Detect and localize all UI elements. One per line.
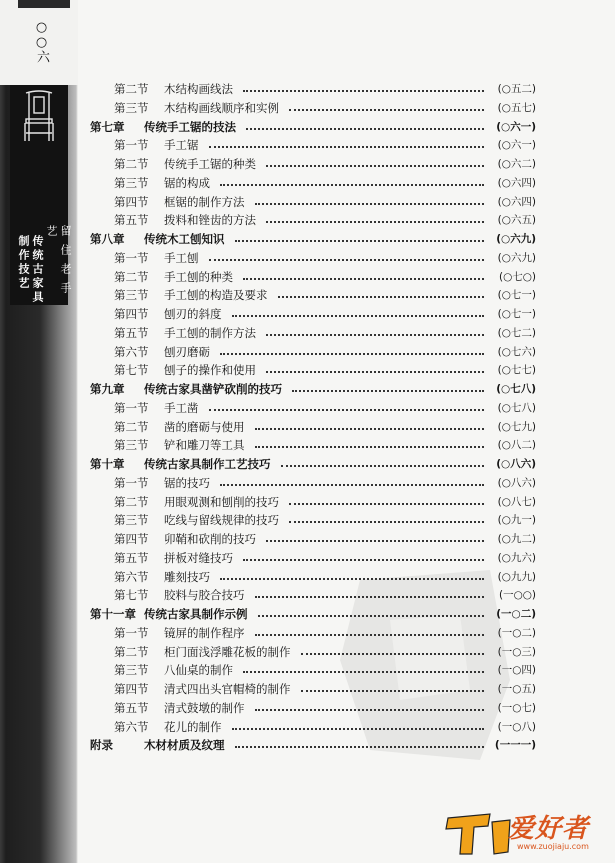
toc-title: 传统手工锯的技法 — [144, 119, 236, 134]
toc-leader-dots — [243, 670, 484, 673]
toc-title: 胶料与胶合技巧 — [164, 588, 245, 603]
toc-section-row — [90, 305, 536, 323]
toc-number: 第五节 — [114, 550, 149, 565]
toc-leader-dots — [266, 164, 484, 167]
toc-number: 第七节 — [114, 363, 149, 378]
toc-title: 手工锯 — [164, 138, 199, 153]
toc-page: (一○五) — [497, 683, 536, 695]
toc-number: 第十一章 — [90, 607, 136, 621]
toc-chapter-row — [90, 605, 536, 623]
toc-section-row — [90, 436, 536, 454]
toc-number: 第二节 — [114, 269, 149, 284]
toc-section-row — [90, 155, 536, 173]
toc-leader-dots — [243, 558, 484, 561]
toc-leader-dots — [243, 89, 484, 92]
toc-page: (○五二) — [497, 83, 536, 95]
toc-title: 木结构画线法 — [164, 82, 233, 96]
toc-page: (○六一) — [496, 120, 536, 133]
toc-leader-dots — [209, 408, 484, 411]
toc-page: (○八六) — [497, 476, 536, 489]
toc-number: 第三节 — [114, 513, 149, 528]
toc-leader-dots — [232, 314, 484, 317]
toc-page: (○七○) — [498, 270, 536, 283]
toc-number: 第三节 — [114, 175, 149, 190]
toc-title: 锯的构成 — [164, 175, 210, 190]
toc-leader-dots — [281, 464, 484, 467]
toc-number: 附录 — [90, 738, 113, 753]
toc-number: 第二节 — [114, 644, 149, 659]
side-panel — [10, 85, 72, 305]
side-title: 传统古家具制作技艺 — [17, 235, 44, 305]
toc-leader-dots — [266, 370, 484, 373]
toc-section-row — [90, 343, 536, 361]
toc-page: (○六九) — [496, 233, 536, 245]
toc-title: 花儿的制作 — [164, 719, 222, 734]
toc-leader-dots — [266, 539, 484, 542]
toc-page: (○八七) — [497, 495, 536, 508]
toc-number: 第一节 — [114, 138, 149, 153]
toc-number: 第四节 — [114, 194, 149, 209]
toc-number: 第一节 — [114, 475, 149, 490]
toc-section-row — [90, 324, 536, 342]
toc-page: (○七八) — [496, 383, 536, 395]
toc-page: (○九一) — [497, 514, 536, 527]
toc-chapter-row — [90, 118, 536, 136]
toc-section-row — [90, 493, 536, 511]
toc-leader-dots — [255, 633, 484, 636]
toc-section-row — [90, 680, 536, 698]
toc-page: (○七七) — [497, 364, 536, 377]
toc-number: 第六节 — [114, 344, 149, 359]
toc-leader-dots — [266, 333, 484, 336]
toc-section-row — [90, 361, 536, 379]
toc-title: 手工凿 — [164, 400, 199, 415]
toc-page: (○六九) — [497, 251, 536, 264]
toc-title: 刨子的操作和使用 — [164, 363, 256, 378]
toc-number: 第七章 — [90, 119, 125, 134]
chair-icon — [22, 89, 56, 143]
toc-title: 刨刃磨砺 — [164, 344, 210, 359]
toc-number: 第三节 — [114, 663, 149, 678]
toc-chapter-row — [90, 736, 536, 754]
toc-title: 传统古家具凿铲砍削的技巧 — [144, 382, 282, 396]
toc-page: (○六四) — [497, 176, 536, 189]
toc-chapter-row — [90, 380, 536, 398]
toc-section-row — [90, 568, 536, 586]
toc-section-row — [90, 624, 536, 642]
toc-title: 清式四出头官帽椅的制作 — [164, 682, 291, 696]
toc-section-row — [90, 549, 536, 567]
toc-section-row — [90, 586, 536, 604]
toc-title: 吃线与留线规律的技巧 — [164, 513, 279, 528]
toc-page: (○六四) — [497, 195, 536, 208]
toc-leader-dots — [220, 483, 484, 486]
toc-section-row — [90, 193, 536, 211]
toc-page: (○六二) — [497, 158, 536, 170]
toc-title: 铲和雕刀等工具 — [164, 438, 245, 453]
toc-title: 传统古家具制作工艺技巧 — [144, 457, 271, 471]
toc-leader-dots — [289, 502, 484, 505]
toc-number: 第七节 — [114, 588, 149, 603]
logo-url: www.zuojiaju.com — [517, 842, 589, 851]
toc-number: 第一节 — [114, 250, 149, 265]
toc-page: (一○四) — [497, 664, 536, 677]
toc-title: 拼板对缝技巧 — [164, 550, 233, 565]
toc-leader-dots — [292, 389, 484, 392]
toc-page: (○六五) — [497, 214, 536, 227]
toc-number: 第五节 — [114, 213, 149, 228]
side-subtitle: 留住老手艺 — [45, 225, 72, 301]
toc-title: 木结构画线顺序和实例 — [164, 100, 279, 115]
toc-section-row — [90, 699, 536, 717]
toc-number: 第五节 — [114, 700, 149, 715]
toc-section-row — [90, 661, 536, 679]
toc-page: (○九六) — [497, 551, 536, 564]
toc-section-row — [90, 418, 536, 436]
toc-number: 第六节 — [114, 569, 149, 584]
toc-number: 第四节 — [114, 682, 149, 696]
toc-page: (○九九) — [497, 570, 536, 583]
toc-leader-dots — [301, 689, 484, 692]
toc-chapter-row — [90, 230, 536, 248]
toc-page: (一○二) — [496, 608, 536, 620]
toc-page: (○七九) — [497, 420, 536, 433]
toc-number: 第五节 — [114, 325, 149, 340]
toc-title: 手工刨的制作方法 — [164, 325, 256, 340]
toc-number: 第六节 — [114, 719, 149, 734]
toc-page: (一○二) — [497, 626, 536, 639]
toc-number: 第四节 — [114, 307, 149, 321]
toc-number: 第十章 — [90, 457, 125, 471]
toc-title: 镜屏的制作程序 — [164, 625, 245, 640]
toc-page: (○七一) — [497, 308, 536, 320]
toc-page: (○八六) — [496, 458, 536, 470]
toc-number: 第三节 — [114, 438, 149, 453]
toc-title: 锯的技巧 — [164, 475, 210, 490]
toc-title: 手工刨的构造及要求 — [164, 288, 268, 303]
toc-title: 传统手工锯的种类 — [164, 157, 256, 171]
toc-number: 第一节 — [114, 625, 149, 640]
toc-section-row — [90, 474, 536, 492]
toc-section-row — [90, 174, 536, 192]
toc-page: (一○○) — [498, 589, 536, 602]
toc-leader-dots — [235, 745, 484, 748]
toc-leader-dots — [220, 352, 484, 355]
toc-leader-dots — [258, 614, 484, 617]
toc-section-row — [90, 286, 536, 304]
toc-page: (一○八) — [497, 720, 536, 733]
toc-section-row — [90, 399, 536, 417]
toc-leader-dots — [220, 577, 484, 580]
toc-title: 用眼观测和刨削的技巧 — [164, 494, 279, 509]
toc-page: (○八二) — [497, 439, 536, 452]
toc-title: 拨料和锉齿的方法 — [164, 213, 256, 228]
toc-number: 第八章 — [90, 232, 125, 246]
toc-page: (一○三) — [497, 645, 536, 658]
toc-page: (○七八) — [497, 401, 536, 414]
toc-title: 八仙桌的制作 — [164, 663, 233, 678]
toc-section-row — [90, 718, 536, 736]
toc-page: (○七六) — [497, 345, 536, 358]
toc-title: 卯鞘和砍削的技巧 — [164, 532, 256, 546]
toc-title: 手工刨的种类 — [164, 269, 233, 284]
page-number: ○○六 — [34, 20, 49, 63]
toc-section-row — [90, 249, 536, 267]
toc-section-row — [90, 511, 536, 529]
top-bar — [18, 0, 70, 8]
toc-title: 清式鼓墩的制作 — [164, 700, 245, 715]
toc-page: (○六一) — [497, 139, 536, 152]
toc-number: 第三节 — [114, 288, 149, 303]
toc-title: 传统木工刨知识 — [144, 232, 225, 246]
toc-leader-dots — [289, 108, 484, 111]
toc-leader-dots — [278, 295, 484, 298]
toc-section-row — [90, 211, 536, 229]
toc-page: (○五七) — [497, 101, 536, 114]
toc-title: 刨刃的斜度 — [164, 307, 222, 321]
toc-title: 手工刨 — [164, 250, 199, 265]
toc-page: (○七二) — [497, 326, 536, 339]
toc-leader-dots — [255, 202, 484, 205]
toc-title: 凿的磨砺与使用 — [164, 419, 245, 434]
toc-number: 第三节 — [114, 100, 149, 115]
toc-leader-dots — [266, 220, 484, 223]
toc-section-row — [90, 80, 536, 98]
toc-number: 第二节 — [114, 82, 149, 96]
toc-leader-dots — [220, 183, 484, 186]
toc-page: (○九二) — [497, 533, 536, 545]
toc-section-row — [90, 530, 536, 548]
toc-page: (○七一) — [497, 289, 536, 302]
toc-number: 第二节 — [114, 494, 149, 509]
toc-leader-dots — [209, 258, 484, 261]
toc-title: 柜门面浅浮雕花板的制作 — [164, 644, 291, 659]
toc-section-row — [90, 136, 536, 154]
toc-leader-dots — [232, 727, 484, 730]
toc-number: 第一节 — [114, 400, 149, 415]
toc-title: 传统古家具制作示例 — [144, 607, 248, 621]
toc-leader-dots — [255, 708, 484, 711]
toc-leader-dots — [209, 145, 484, 148]
toc-number: 第四节 — [114, 532, 149, 546]
toc-title: 框锯的制作方法 — [164, 194, 245, 209]
toc-number: 第九章 — [90, 382, 125, 396]
toc-section-row — [90, 268, 536, 286]
toc-leader-dots — [235, 239, 484, 242]
toc-page: (一○七) — [497, 701, 536, 714]
toc-section-row — [90, 643, 536, 661]
toc-page: (一一一) — [494, 739, 536, 752]
toc-section-row — [90, 99, 536, 117]
toc-leader-dots — [301, 652, 484, 655]
toc-leader-dots — [243, 277, 484, 280]
toc-leader-dots — [246, 127, 484, 130]
toc-leader-dots — [289, 520, 484, 523]
toc-title: 木材材质及纹理 — [144, 738, 225, 753]
toc-number: 第二节 — [114, 157, 149, 171]
toc-title: 雕刻技巧 — [164, 569, 210, 584]
toc-leader-dots — [255, 445, 484, 448]
toc-leader-dots — [255, 595, 484, 598]
logo-text: 爱好者 — [508, 814, 590, 844]
toc-number: 第二节 — [114, 419, 149, 434]
toc-chapter-row — [90, 455, 536, 473]
toc-leader-dots — [255, 427, 484, 430]
